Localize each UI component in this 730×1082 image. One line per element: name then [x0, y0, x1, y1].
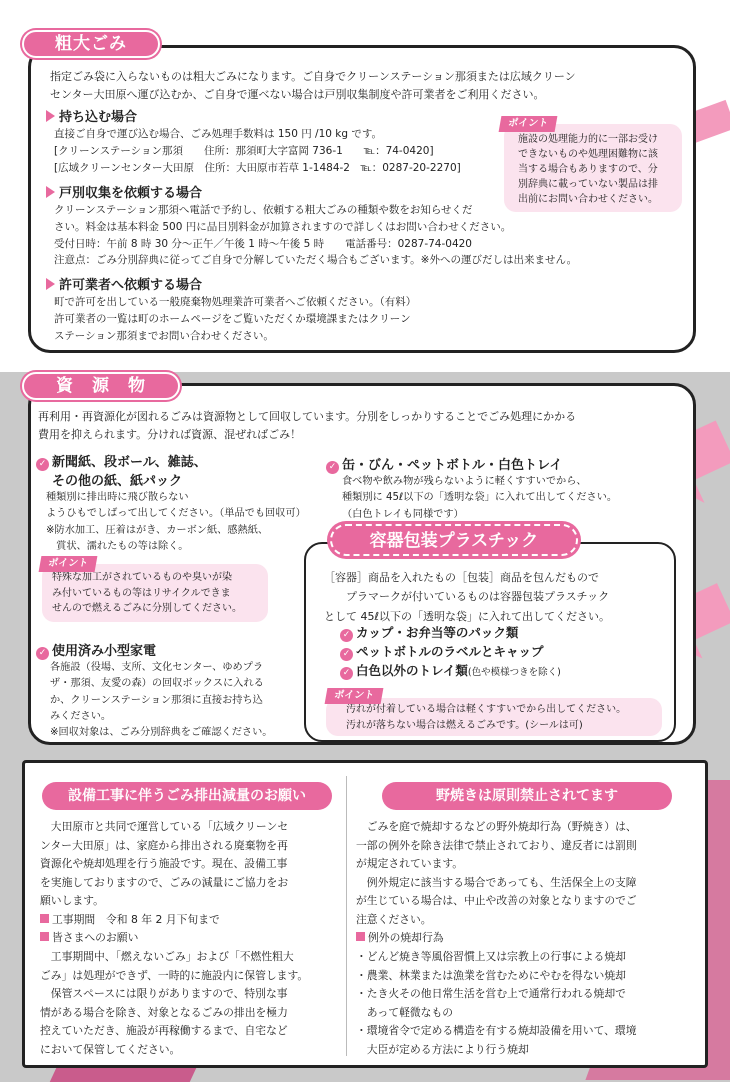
- square-bullet-icon: [40, 914, 49, 923]
- notice1-text: 大田原市と共同で運営している「広域クリーンセ ンター大田原」は、家庭から排出される廃棄物を再 資源化や焼却処理を行う施設です。現在、設備工事 を実施しておりますので、ごみの減量にご協力をお 願いします。 工事期間 令和 8 年 2 月下旬まで 皆さまへのお願い 工事期間中、「燃えないごみ」および「不燃性粗大 ごみ」は処理ができず、一時的に施設内に保管します。 保管スペースには限りがありますので、特別な事 情がある場合を除き、対象となるごみの排出を極力 控えていただき、施設が再稼働するまで、自宅など において保管してください。: [40, 820, 309, 1056]
- sodai-s1-text: 直接ご自身で運び込む場合、ごみ処理手数料は 150 円 /10 kg です。 [クリーンステーション那須 住所：那須町大字富岡 736-1 ℡：74-0420] [広域クリーンセンター大田原 住所：大田原市若草 1-1484-2 ℡：0287-20-2270]: [54, 128, 461, 174]
- check-icon: ✓: [326, 461, 339, 474]
- square-bullet-icon: [40, 932, 49, 941]
- sodai-point-box: 施設の処理能力的に一部お受け できないものや処理困難物に該 当する場合もありますので、分 別辞典に載っていない製品は排 出前にお問い合わせください。: [504, 124, 682, 212]
- sodai-title: 粗大ごみ: [22, 30, 160, 58]
- triangle-icon: [46, 278, 55, 290]
- sodai-s1-heading: 持ち込む場合: [46, 108, 137, 128]
- plastic-items: ✓ カップ・お弁当等のパック類 ✓ ペットボトルのラベルとキャップ ✓ 白色以外のトレイ類(色や模様つきを除く): [340, 624, 561, 680]
- sodai-s3-text: 町で許可を出している一般廃棄物処理業許可業者へご依頼ください。（有料） 許可業者の一覧は町のホームページをご覧いただくか環境課またはクリーン ステーション那須までお問い合わせください。: [54, 296, 417, 342]
- plastic-point-box: 汚れが付着している場合は軽くすすいでから出してください。 汚れが落ちない場合は燃えるごみです。(シールは可): [326, 698, 662, 736]
- sodai-point-label: ポイント: [499, 116, 558, 132]
- triangle-icon: [46, 186, 55, 198]
- plastic-text: ［容器］商品を入れたもの［包装］商品を包んだもので プラマークが付いているものは容器包装プラスチック として 45ℓ以下の「透明な袋」に入れて出してください。: [324, 571, 611, 623]
- notice1-title: 設備工事に伴うごみ排出減量のお願い: [42, 782, 332, 810]
- sodai-intro: 指定ごみ袋に入らないものは粗大ごみになります。ご自身でクリーンステーション那須または広域クリーン センター大田原へ運び込むか、ご自身で運べない場合は戸別収集制度や許可業者をご利用ください。: [50, 70, 576, 101]
- paper-point-label: ポイント: [39, 556, 98, 572]
- shigen-title: 資 源 物: [22, 372, 180, 400]
- check-icon: ✓: [36, 647, 49, 660]
- check-icon: ✓: [340, 629, 353, 642]
- plastic-point-label: ポイント: [325, 688, 384, 704]
- check-icon: ✓: [340, 648, 353, 661]
- check-icon: ✓: [36, 458, 49, 471]
- notice-divider: [346, 776, 347, 1056]
- sodai-s2-text: クリーンステーション那須へ電話で予約し、依頼する粗大ごみの種類や数をお知らせくだ さい。料金は基本料金 500 円に品目別料金が加算されますので詳しくはお問い合わせください。 受付日時：午前 8 時 30 分～正午／午後 1 時～午後 5 時 電話番号：0287-74-0420 注意点：ごみ分別辞典に従ってご自身で分解していただく場合もございます。※外への運びだしは出来ません。: [54, 204, 578, 267]
- paper-point-box: 特殊な加工がされているものや臭いが染 み付いているもの等はリサイクルできま せんので燃えるごみに分別してください。: [42, 564, 268, 622]
- sodai-s2-heading: 戸別収集を依頼する場合: [46, 184, 202, 204]
- triangle-icon: [46, 110, 55, 122]
- shigen-intro: 再利用・再資源化が図れるごみは資源物として回収しています。分別をしっかりすることでごみ処理にかかる 費用を抑えられます。分ければ資源、混ぜればごみ！: [38, 410, 577, 441]
- plastic-title: 容器包装プラスチック: [330, 524, 578, 556]
- can-heading: ✓ 缶・びん・ペットボトル・白色トレイ: [326, 456, 562, 476]
- notice2-text: ごみを庭で焼却するなどの野外焼却行為（野焼き）は、 一部の例外を除き法律で禁止されており、違反者には罰則 が規定されています。 例外規定に該当する場合であっても、生活保全上の支障 が生じている場合は、中止や改善の対象となりますのでご 注意ください。 例外の焼却行為 ・どんど焼き等風俗習慣上又は宗教上の行事による焼却 ・農業、林業または漁業を営むためにやむを得ない焼却 ・たき火その他日常生活を営む上で通常行われる焼却で あって軽微なもの ・環境省令で定める構造を有する焼却設備を用いて、環境 大臣が定める方法により行う焼却: [356, 820, 637, 1056]
- appliance-text: 各施設（役場、支所、文化センター、ゆめプラ ザ・那須、友愛の森）の回収ボックスに入れる か、クリーンステーション那須に直接お持ち込 みください。 ※回収対象は、ごみ分別辞典をご確認ください。: [50, 662, 273, 739]
- can-text: 食べ物や飲み物が残らないように軽くすすいでから、 種類別に 45ℓ以下の「透明な袋」に入れて出してください。 （白色トレイも同様です）: [342, 476, 618, 520]
- paper-heading: ✓ 新聞紙、段ボール、雑誌、 その他の紙、紙パック: [36, 454, 207, 492]
- square-bullet-icon: [356, 932, 365, 941]
- sodai-s3-heading: 許可業者へ依頼する場合: [46, 276, 202, 296]
- check-icon: ✓: [340, 667, 353, 680]
- paper-text: 種類別に排出時に飛び散らない ようひもでしばって出してください。（単品でも回収可） ※防水加工、圧着はがき、カーボン紙、感熱紙、 賞状、濡れたもの等は除く。: [46, 492, 306, 552]
- appliance-heading: ✓ 使用済み小型家電: [36, 642, 156, 662]
- notice2-title: 野焼きは原則禁止されてます: [382, 782, 672, 810]
